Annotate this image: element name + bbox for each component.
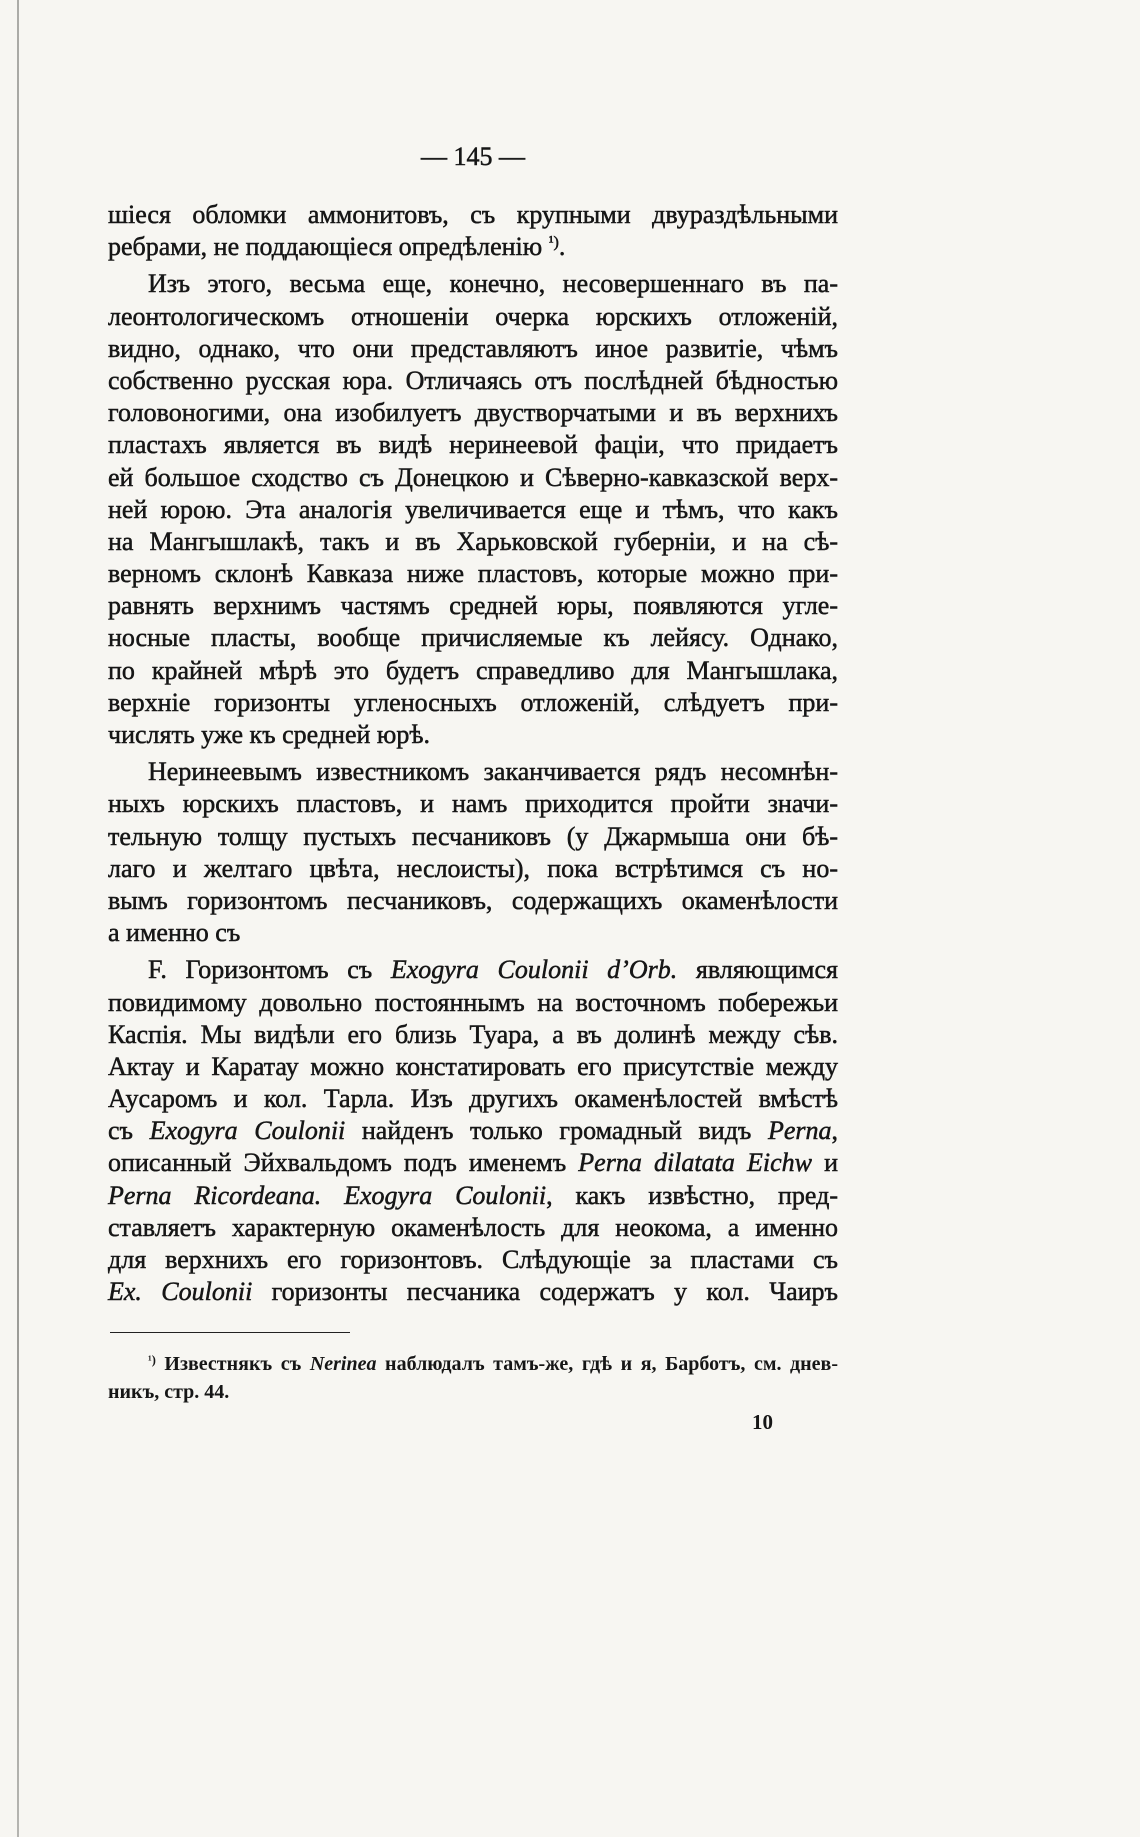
text-run: собственно русская юра. Отличаясь отъ послѣдней бѣдностью bbox=[108, 365, 838, 395]
text-run: Каспія. Мы видѣли его близь Туара, а въ долинѣ между сѣв. bbox=[108, 1019, 838, 1049]
text-line bbox=[108, 885, 838, 917]
text-line bbox=[108, 231, 838, 263]
paragraph-horizon-f bbox=[108, 954, 838, 1308]
text-run: никъ, стр. 44. bbox=[108, 1381, 230, 1403]
italic-text: Perna Ricordeana. Exogyra Coulonii bbox=[108, 1180, 547, 1210]
text-run: , какъ извѣстно, пред- bbox=[546, 1180, 838, 1210]
text-line bbox=[108, 1019, 838, 1051]
italic-text: Exogyra Coulonii d’Orb. bbox=[390, 955, 678, 985]
text-run: видно, однако, что они представляютъ иное развитіе, чѣмъ bbox=[108, 333, 838, 363]
text-run: для верхнихъ его горизонтовъ. Слѣдующіе за пластами съ bbox=[108, 1245, 838, 1274]
italic-text: Ex. Coulonii bbox=[108, 1277, 253, 1307]
text-line bbox=[108, 954, 838, 986]
text-line bbox=[108, 462, 838, 494]
text-run: . bbox=[558, 232, 566, 262]
footnote-rule bbox=[110, 1332, 350, 1333]
text-run: числять уже къ средней юрѣ. bbox=[108, 720, 430, 749]
paragraph-jurassic-summary bbox=[108, 268, 838, 751]
text-line bbox=[108, 1180, 838, 1212]
text-line bbox=[108, 1212, 838, 1244]
text-line bbox=[108, 719, 838, 751]
text-line bbox=[108, 199, 838, 231]
text-run: равнять верхнимъ частямъ средней юры, появляются угле- bbox=[108, 591, 838, 621]
text-run: на Мангышлакѣ, такъ и въ Харьковской губерніи, и на сѣ- bbox=[108, 526, 838, 556]
footnote-marker: ¹) bbox=[148, 1352, 156, 1367]
text-line bbox=[108, 1115, 838, 1147]
paragraph-continued bbox=[108, 199, 838, 263]
text-line bbox=[108, 1147, 838, 1179]
text-line bbox=[108, 333, 838, 365]
signature-mark: 10 bbox=[752, 1410, 773, 1434]
text-line bbox=[108, 1083, 838, 1115]
text-line bbox=[108, 853, 838, 885]
text-run: ныхъ юрскихъ пластовъ, и намъ приходится пройти значи- bbox=[108, 789, 838, 819]
text-run: носные пласты, вообще причисляемые къ лейясу. Однако, bbox=[108, 623, 838, 653]
text-line bbox=[108, 917, 838, 949]
text-line bbox=[108, 622, 838, 654]
italic-text: Exogyra Coulonii bbox=[149, 1116, 346, 1146]
text-run: и bbox=[811, 1148, 838, 1178]
text-line bbox=[108, 756, 838, 788]
text-run: являющимся bbox=[677, 955, 838, 985]
page-edge bbox=[17, 0, 19, 1837]
text-run: Аусаромъ и кол. Тарла. Изъ другихъ окаменѣлостей вмѣстѣ bbox=[108, 1084, 838, 1114]
text-run: верномъ склонѣ Кавказа ниже пластовъ, которые можно при- bbox=[108, 559, 838, 589]
text-run: Актау и Каратау можно констатировать его присутствіе между bbox=[108, 1051, 838, 1081]
text-run: найденъ только громадный видъ bbox=[345, 1116, 768, 1146]
text-line bbox=[108, 365, 838, 397]
text-run: Неринеевымъ известникомъ заканчивается рядъ несомнѣн- bbox=[148, 757, 838, 787]
text-line bbox=[108, 1378, 838, 1406]
italic-text: Nerinea bbox=[309, 1353, 377, 1375]
text-line bbox=[108, 1244, 838, 1276]
text-line bbox=[108, 1350, 838, 1378]
text-run: Изъ этого, весьма еще, конечно, несовершеннаго въ па- bbox=[148, 269, 838, 299]
text-line bbox=[108, 558, 838, 590]
text-line bbox=[108, 397, 838, 429]
text-line bbox=[108, 987, 838, 1019]
text-line bbox=[108, 590, 838, 622]
footnote-marker: ¹) bbox=[548, 234, 559, 252]
italic-text: Perna dilatata Eichw bbox=[578, 1148, 812, 1178]
text-run: верхніе горизонты угленосныхъ отложеній, слѣдуетъ при- bbox=[108, 687, 838, 717]
text-run: пластахъ является въ видѣ неринеевой фаціи, что придаетъ bbox=[108, 430, 838, 460]
text-run: вымъ горизонтомъ песчаниковъ, содержащихъ окаменѣлости bbox=[108, 885, 838, 915]
text-line bbox=[108, 788, 838, 820]
text-run: а именно съ bbox=[108, 918, 241, 948]
text-run: ней юрою. Эта аналогія увеличивается еще и тѣмъ, что какъ bbox=[108, 494, 838, 524]
text-line bbox=[108, 301, 838, 333]
text-line bbox=[108, 526, 838, 558]
text-run: горизонты песчаника содержатъ у кол. Чаиръ bbox=[252, 1277, 839, 1307]
footnote bbox=[108, 1350, 838, 1406]
text-line bbox=[108, 429, 838, 461]
italic-text: Perna bbox=[767, 1116, 832, 1146]
text-line bbox=[108, 687, 838, 719]
text-run: описанный Эйхвальдомъ подъ именемъ bbox=[108, 1148, 579, 1178]
text-run: повидимому довольно постояннымъ на восточномъ побережьи bbox=[108, 987, 838, 1017]
text-run: лаго и желтаго цвѣта, неслоисты), пока встрѣтимся съ но- bbox=[108, 853, 838, 883]
text-run: тельную толщу пустыхъ песчаниковъ (у Джармыша они бѣ- bbox=[108, 821, 838, 851]
text-run: наблюдалъ тамъ-же, гдѣ и я, Барботъ, см. днев- bbox=[376, 1353, 838, 1375]
text-line bbox=[108, 1051, 838, 1083]
text-line bbox=[108, 494, 838, 526]
text-run: ставляетъ характерную окаменѣлость для неокома, а именно bbox=[108, 1212, 838, 1242]
text-line bbox=[108, 268, 838, 300]
footnote-text bbox=[108, 1350, 838, 1406]
text-line bbox=[108, 821, 838, 853]
text-run: ребрами, не поддающіеся опредѣленію bbox=[108, 232, 549, 262]
text-run: по крайней мѣрѣ это будетъ справедливо для Мангышлака, bbox=[108, 655, 838, 685]
text-run: леонтологическомъ отношеніи очерка юрскихъ отложеній, bbox=[108, 301, 838, 331]
text-run: Известнякъ съ bbox=[155, 1353, 310, 1375]
text-run: съ bbox=[108, 1116, 150, 1146]
paragraph-nerinea-limestone bbox=[108, 756, 838, 949]
text-run: ей большое сходство съ Донецкою и Сѣверно-кавказской верх- bbox=[108, 462, 838, 492]
text-run: F. Горизонтомъ съ bbox=[148, 955, 391, 985]
text-run: головоногими, она изобилуетъ двустворчатыми и въ верхнихъ bbox=[108, 398, 838, 428]
text-line bbox=[108, 1276, 838, 1308]
body-text bbox=[108, 199, 838, 1308]
page-number: — 145 — bbox=[421, 142, 525, 171]
text-line bbox=[108, 655, 838, 687]
text-run: , bbox=[831, 1116, 839, 1146]
text-run: шіеся обломки аммонитовъ, съ крупными двураздѣльными bbox=[108, 200, 838, 229]
